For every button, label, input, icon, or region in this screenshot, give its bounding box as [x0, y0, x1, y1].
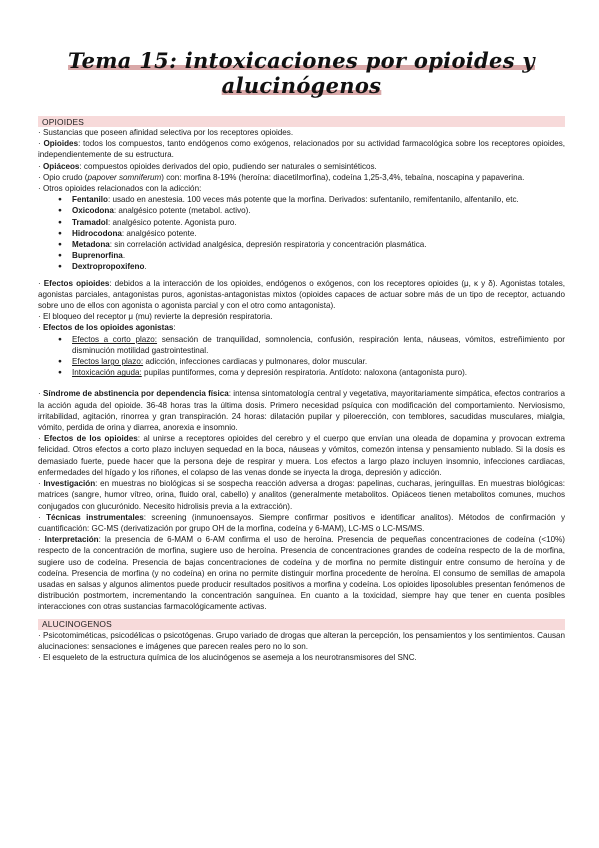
list-item: ● Hidrocodona: analgésico potente.	[60, 228, 565, 239]
section-header-alucinogenos: ALUCINOGENOS	[38, 619, 565, 630]
paragraph-definition: · Sustancias que poseen afinidad selectiva por los receptores opioides.	[38, 128, 294, 137]
list-item: ● Fentanilo: usado en anestesia. 100 veces más potente que la morfina. Derivados: sufentanilo, remifentanilo, alfentanilo, etc.	[60, 194, 565, 205]
paragraph-efectos: · Efectos de los opioides: al unirse a receptores opioides del cerebro y el cuerpo que envían una oleada de dopamina y provocan extrema felicidad. Otros efectos a corto plazo incluyen sequedad en la boca, náuseas y vómitos, comezón intensa y pensamiento nublado. Si la dosis es demasiado fuerte, puede hacer que la persona deje de respirar y muera. Los efectos a largo plazo incluyen insomnio, infecciones cardiacas, enfermedades del hígado y los riñones, el colapso de las venas donde se inyecta la droga, depresión y adicción.	[38, 434, 565, 477]
section-header-opioides: OPIOIDES	[38, 116, 565, 127]
term-opioides: Opioides	[43, 139, 79, 149]
paragraph-opiaceos: · Opiáceos: compuestos opioides derivados del opio, pudiendo ser naturales o semisintéticos.	[38, 161, 377, 171]
paragraph-investigacion: · Investigación: en muestras no biológicas si se sospecha reacción adversa a drogas: papelinas, cucharas, jeringuillas. En muestras biológicas: matrices (sangre, humor vítreo, orina, fluido oral, cabello) y analitos (generalmente metabolitos. Opiáceos tienen metabolitos comunes, muchos conjugados con glucurónido. Necesito hidrolisis previa a la extracción).	[38, 479, 565, 511]
paragraph-alucinogenos-def: · Psicotomiméticas, psicodélicas o psicotógenas. Grupo variado de drogas que alteran la percepción, los pensamientos y los sentimientos. Causan alucinaciones: sensaciones e imágenes que parecen reales pero no lo son.	[38, 630, 565, 651]
agonist-effects-list	[38, 334, 565, 379]
list-item: ● Dextropropoxifeno.	[60, 261, 565, 272]
term-opiaceos: Opiáceos	[42, 161, 80, 171]
drug-list	[38, 194, 565, 272]
paragraph-otros-opioides: · Otros opioides relacionados con la adicción:	[38, 184, 202, 194]
list-item: ● Buprenorfina.	[60, 250, 565, 261]
list-item: ● Oxicodona: analgésico potente (metabol. activo).	[60, 205, 565, 216]
paragraph-opioides: · Opioides: todos los compuestos, tanto endógenos como exógenos, relacionados por su actividad farmacológica sobre los receptores opioides, independientemente de su estructura.	[38, 139, 565, 160]
list-item: ● Intoxicación aguda: pupilas puntiformes, coma y depresión respiratoria. Antídoto: naloxona (antagonista puro).	[60, 367, 565, 378]
paragraph-agonistas: · Efectos de los opioides agonistas:	[38, 323, 176, 333]
list-item: ● Metadona: sin correlación actividad analgésica, depresión respiratoria y concentración plasmática.	[60, 239, 565, 250]
paragraph-efectos-opioides: · Efectos opioides: debidos a la interacción de los opioides, endógenos o exógenos, con los receptores opioides (μ, κ y δ). Agonistas totales, agonistas parciales, antagonistas puros, agonistas-antagonistas mixtos (opioides capaces de actuar sobre más de un tipo de receptor, actuando sobre uno de ellos con agonista o agonista parcial y con el otro como antagonista).	[38, 278, 565, 311]
list-item: ● Efectos largo plazo: adicción, infecciones cardiacas y pulmonares, dolor muscular.	[60, 356, 565, 367]
list-item: ● Efectos a corto plazo: sensación de tranquilidad, somnolencia, confusión, respiración lenta, náuseas, vómitos, estreñimiento por disminución motilidad gastrointestinal.	[60, 334, 565, 356]
page-title: Tema 15: intoxicaciones por opioides y alucinógenos	[68, 48, 535, 98]
paragraph-sindrome: · Síndrome de abstinencia por dependencia física: intensa sintomatología central y vegetativa, mayoritariamente simpática, efectos contrarios a la acción aguda del opioide. 36-48 horas tras la última dosis. Primero necesidad psíquica con modificación del comportamiento. Nerviosismo, irritabilidad, agitación, rinorrea y gran transpiración. 24 horas: dilatación pupilar y piloerección, con temblores, sacudidas musculares, mialgia, vómito, perdida de orina y diarrea, anorexia e insomnio.	[38, 389, 565, 433]
paragraph-alucinogenos-estructura: · El esqueleto de la estructura química de los alucinógenos se asemeja a los neurotransmisores del SNC.	[38, 652, 417, 662]
list-item: ● Tramadol: analgésico potente. Agonista puro.	[60, 217, 565, 228]
paragraph-tecnicas: · Técnicas instrumentales: screening (inmunoensayos. Siempre confirmar positivos e identificar analitos). Métodos de confirmación y cuantificación: GC-MS (derivatización por grupo OH de la morfina, codeína y 6-MAM), LC-MS o LC-MS/MS.	[38, 512, 565, 533]
paragraph-interpretacion: · Interpretación: la presencia de 6-MAM o 6-AM confirma el uso de heroína. Presencia de pequeñas concentraciones de codeína (<10%) respecto de la concentración de morfina, sugiere uso de heroína. Presencia de concentraciones grandes de codeína respecto de la de morfina, sugiere uso de codeína. Presencia de bajas concentraciones de codeína y de morfina no permite distinguir entre consumo de heroína y de codeína. Presencia de morfina (y no codeína) en orina no permite distinguir morfina procedente de heroína. El consumo de semillas de amapola usadas en salsas y algunos alimentos puede producir resultados positivos a morfina y codeína. Los opioides liposolubles presentan fenómenos de distribución postmortem, incrementando la concentración sanguínea. En cuanto a la toxicidad, siempre hay que tener en cuenta posibles interacciones con otras sustancias farmacológicamente activas.	[38, 535, 565, 612]
paragraph-bloqueo: · El bloqueo del receptor μ (mu) revierte la depresión respiratoria.	[38, 312, 273, 322]
paragraph-opio-crudo: · Opio crudo (papover somniferum) con: morfina 8-19% (heroína: diacetilmorfina), codeína 1,25-3,4%, tebaína, noscapina y papaverina.	[38, 172, 525, 182]
term-species: papover somniferum	[87, 172, 162, 182]
